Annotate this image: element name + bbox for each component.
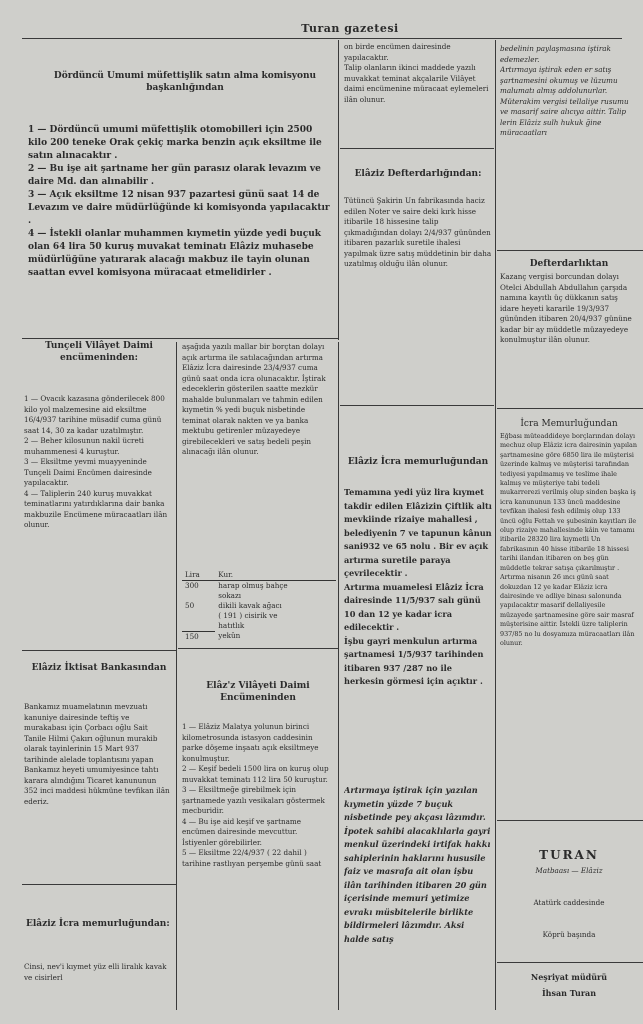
column-divider — [338, 40, 339, 340]
section-rule — [497, 962, 643, 963]
icra-right-title: İcra Memurluğundan — [520, 419, 618, 429]
section-rule — [340, 148, 494, 149]
vilayet-title: Elâz'z Vilâyeti Daimi Encümeninden — [206, 681, 310, 703]
table-header-lira: Lira — [182, 570, 215, 581]
kazanc-title: Defterdarlıktan — [529, 259, 609, 269]
table-row — [182, 581, 336, 592]
section-rule — [22, 884, 176, 885]
kazanc-body: Kazanç vergisi borcundan dolayı Otelci Abdullah Abdullahın çarşıda namına kayıtlı üç dükkanın satış idare heyeti kararile 19/3/937 gününden itibaren 20/4/937 gününe kadar bir ay müddetle müzayedeye konulmuştur ilân olunur. — [500, 272, 632, 344]
table-header-row — [182, 570, 336, 581]
icra-memur-body: Temamına yedi yüz lira kıymet takdir edilen Elâzizin Çiftlik altı mevkiinde rizaiye mahallesi , belediyenin 7 ve tapunun kânun sani932 ve 65 nolu . Bir ev açık artırma suretile paraya çevrilecektir . Artırma muamelesi Elâziz İcra dairesinde 11/5/937 salı günü 10 dan 12 ye kadar icra edilecektir . İşbu gayri menkulun artırma şartnamesi 1/5/937 tarihinden itibaren 937 /287 no ile herkesin görmesi için açıktır . — [344, 487, 492, 686]
column-divider — [495, 40, 496, 1010]
section-rule — [497, 820, 643, 821]
table-cell-desc: sokazı — [218, 591, 242, 600]
turan-title: TURAN — [539, 848, 599, 862]
table-row — [182, 621, 336, 631]
section-rule — [22, 650, 176, 651]
bid-body: 1 — Dördüncü umumi müfettişlik otomobilleri için 2500 kilo 200 teneke Orak çekiç marka benzin açık eksiltme ile satın alınacaktır . 2 — Bu işe ait şartname her gün parasız olarak levazım ve daire Md. dan alınabilir . 3 — Açık eksiltme 12 nisan 937 pazartesi günü saat 14 de Levazım ve daire müdürlüğünde ki komisyonda yapılacaktır . 4 — İstekli olanlar muhammen kıymetin yüzde yedi buçuk olan 64 lira 50 kuruş muvakat teminatı Elâziz muhasebe müdürlüğüne yatırarak alacağı makbuz ile tayin olunan saattan evvel komisyona müracaat etmelidirler . — [28, 125, 330, 278]
nesriyat-name: İhsan Turan — [541, 988, 597, 998]
table-row — [182, 611, 336, 621]
section-rule — [497, 408, 643, 409]
bid-title: Dördüncü Umumi müfettişlik satın alma komisyonu başkanlığından — [53, 71, 317, 93]
section-rule — [497, 250, 643, 251]
icra-right-body: Eğbası müteaddideye borçlarından dolayı mechuz olup Elâziz icra dairesinin yapılan şartnamesine göre 6850 lira ile müşterisi üzerinde kalmış ve müşterisi tarafından tediyesi yapılmamış ve teslime ihale kalmış ve müşteriye tabi tedeli mukarrerezi verilmiş olup sinden başka iş icra kanununun 133 üncü maddesine tevfikan ihalesi fesh edilmiş olup 133 üncü oğlu Fettah ve şubesinin kayıtları ile olup rizaiye mahallesinde kâin ve tamamı itibarile 28320 lira kıymetli Un fabrikasının 40 hisse itibarile 18 hissesi tarihi ilandan itibaren on beş gün müddetle tekrar satışa çıkarılmıştır . Artırma nisanın 26 ıncı günü saat dokuzdan 12 ye kadar Elâziz icra dairesinde ve adliye binası salonunda yapılacaktır masarif dellaliyesile müzayede şartnamesine göre sair masraf müşterisine aittir. İstekli üzre taliplerin 937/85 no lu dosyamıza müracaatları ilân olunur. — [500, 432, 637, 647]
table-cell-desc: hatıtlık — [218, 621, 245, 630]
icra-memur-title: Elâziz İcra memurluğundan — [347, 457, 489, 467]
defterdar-title: Elâziz Defterdarlığından: — [354, 169, 482, 179]
tunceli-title: Tunçeli Vilâyet Daimi encümeninden: — [45, 341, 153, 363]
section-rule — [22, 338, 338, 339]
top-rule — [22, 38, 622, 39]
nesriyat-title: Neşriyat müdürü — [530, 972, 608, 982]
section-rule — [178, 648, 338, 649]
table-row — [182, 591, 336, 601]
icra-table — [182, 570, 336, 642]
encumen-continuation: on birde encümen dairesinde yapılacaktır. Talip olanların ikinci maddede yazılı muvakkat teminat akçalarile Vilâyet daimi encümenine müracaat eylemeleri ilân olunur. — [344, 42, 489, 104]
iktisat-body: Bankamız muamelatının mevzuatı kanuniye dairesinde teftiş ve murakabası için Çorbacı oğlu Sait Tanile Hilmi Çakırı oğlunun murakib olarak tayinlerinin 15 Mart 937 tarihinde alelade toplantısını yapan Bankamız heyeti umumiyesince tahtı karara alındığını Ticaret kanununun 352 inci maddesi hükmüne tevfikan ilân ederiz. — [24, 702, 170, 806]
table-row — [182, 631, 336, 642]
table-cell-lira — [182, 611, 215, 621]
tunceli-body: 1 — Ovacık kazasına gönderilecek 800 kilo yol malzemesine aid eksiltme 16/4/937 tarihine müsadif cuma günü saat 14, 30 za kadar uzatılmıştır. 2 — Beher kilosunun nakil ücreti muhammenesi 4 kuruştur. 3 — Eksiltme yevmi muayyeninde Tunçeli Daimi Encümen dairesinde yapılacaktır. 4 — Taliplerin 240 kuruş muvakkat teminatlarını yatırdıklarına dair banka makbuzile Encümene müracaatları ilân olunur. — [24, 394, 168, 529]
turan-sub: Matbaası — Elâziz — [535, 866, 603, 875]
far-right-top: bedelinin paylaşmasına iştirak edemezler. Artırmaya iştirak eden er satış şartnamesini okumuş ve lüzumu malumatı almış addolunurlar. Müterakim vergisi tellaliye rusumu ve masarif saire alıcıya aittir. Talip lerin Elâziz sulh hukuk ğine müracaatları — [500, 44, 629, 137]
column-divider — [176, 342, 177, 1010]
table-row — [182, 601, 336, 611]
table-cell-lira: 300 — [185, 581, 199, 590]
icra-small-body: Cinsi, nev'i kıymet yüz elli liralık kavak ve cisirlerl — [24, 962, 167, 982]
table-cell-desc: yekûn — [218, 631, 241, 640]
icra-memur-italic: Artırmaya iştirak için yazılan kıymetin yüzde 7 buçuk nisbetinde pey akçası lâzımdır. İpotek sahibi alacaklılarla gayri menkul üzerindeki irtifak hakkı sahiplerinin haklarını hususile faiz ve masrafa ait olan işbu ilân tarihinden itibaren 20 gün içerisinde memuri yetimize evrakı müsbitelerile birlikte bildirmeleri lâzımdır. Aksi halde satış — [344, 785, 491, 944]
table-cell-lira: 150 — [182, 631, 215, 642]
vilayet-body: 1 — Elâziz Malatya yolunun birinci kilometrosunda istasyon caddesinin parke döşeme inşaatı açık eksiltmeye konulmuştur. 2 — Keşif bedeli 1500 lira on kuruş olup muvakkat teminatı 112 lira 50 kuruştur. 3 — Eksiltmeğe girebilmek için şartnamede yazılı vesikaları göstermek mecburidir. 4 — Bu işe aid keşif ve şartname encümen dairesinde mevcuttur. İstiyenler görebilirler. 5 — Eksiltme 22/4/937 ( 22 dahil ) tarihine rastlıyan perşembe günü saat — [182, 722, 329, 868]
defterdar-body: Tütüncü Şakirin Un fabrikasında haciz edilen Noter ve saire deki kırk hisse itibarile 18 hissesine talip çıkmadığından dolayı 2/4/937 gününden itibaren pazarlık suretile ihalesi yapılmak üzre satış müddetinin bir daha uzatılmış olduğu ilân olunur. — [344, 196, 492, 268]
table-cell-lira: 50 — [185, 601, 195, 610]
turan-address-1: Atatürk caddesinde — [533, 898, 605, 907]
table-cell-lira — [182, 621, 215, 631]
table-cell-lira — [182, 591, 215, 601]
masthead: Turan gazetesi — [301, 22, 399, 35]
table-header-kurus: Kur. — [215, 570, 336, 581]
table-cell-desc: ( 191 ) cisirik ve — [218, 611, 278, 620]
icra-small-title: Elâziz İcra memurluğundan: — [26, 919, 170, 929]
iktisat-title: Elâziz İktisat Bankasından — [31, 663, 167, 673]
column-divider — [338, 342, 339, 1010]
section-rule — [340, 405, 494, 406]
table-cell-desc: dikili kavak ağacı — [218, 601, 282, 610]
icra-mid-body: aşağıda yazılı mallar bir borçtan dolayı açık artırma ile satılacağından artırma Elâziz İcra dairesinde 23/4/937 cuma günü saat onda icra olunacaktır. İştirak edeceklerin gösterilen saatte mezkür mahalde bulunmaları ve tahmin edilen kıymetin % yedi buçuk nisbetinde teminat olarak nakten ve ya banka mektubu getirenler müzayedeye girebilecekleri ve satış bedeli peşin alınacağı ilân olunur. — [182, 342, 326, 456]
table-cell-desc: harap olmuş bahçe — [218, 581, 288, 590]
turan-address-2: Köprü başında — [542, 930, 596, 939]
